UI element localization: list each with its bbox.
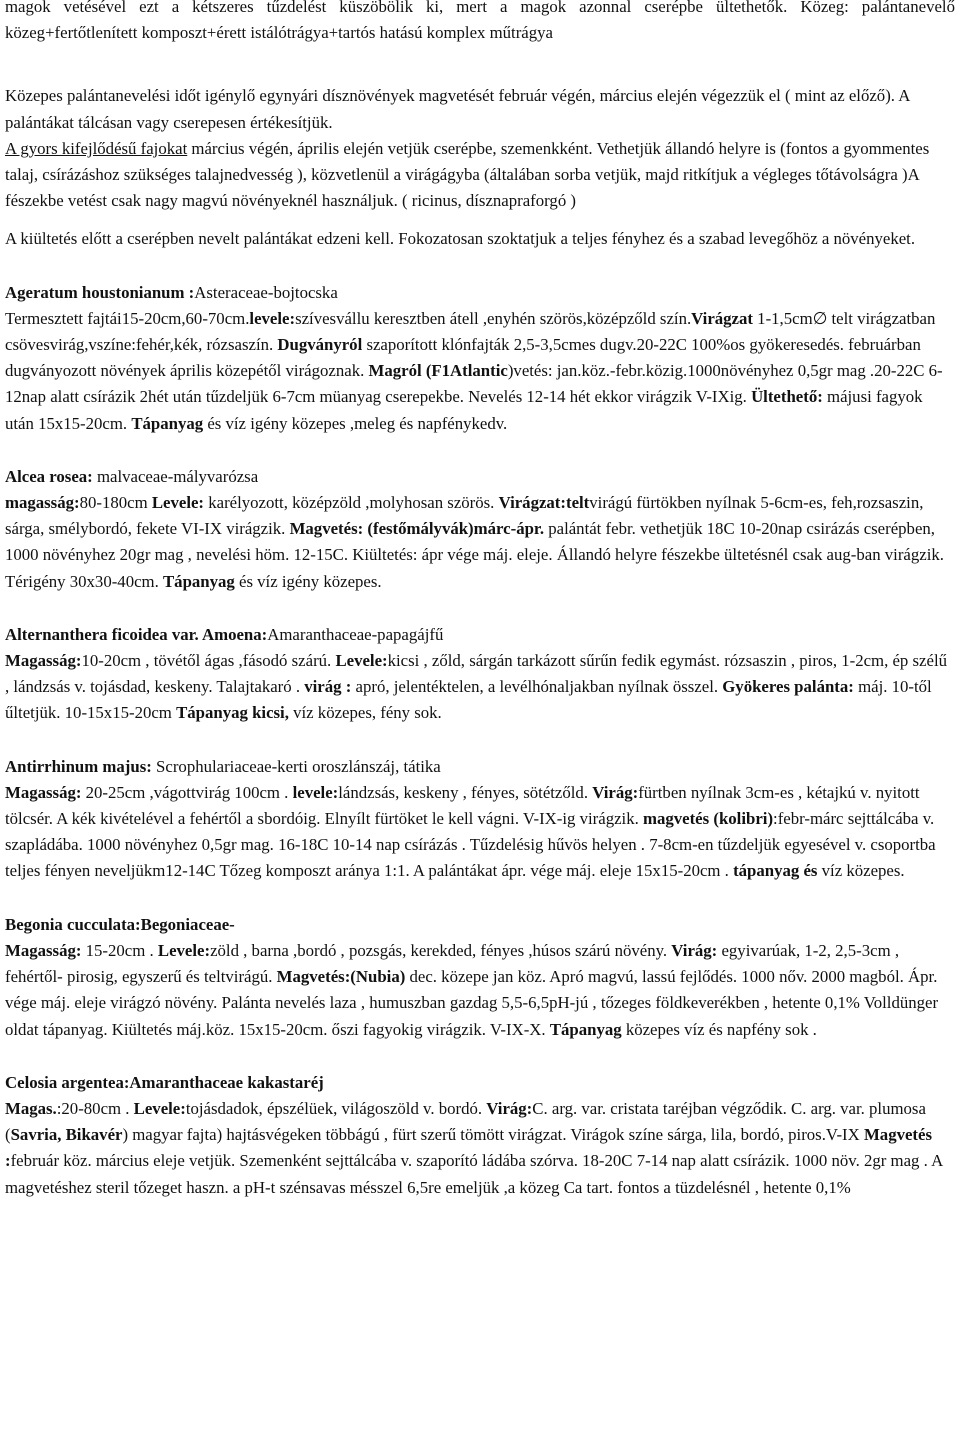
- text-run: és víz igény közepes.: [234, 571, 382, 591]
- spacer: [5, 46, 955, 72]
- text-run: fürtben nyílnak 3cm-es , kétajkú v. nyitott tölcsér. A kék kivételével a fehértől a sbordóig. Elnyílt fürtöket le kell vágni. V-IX-ig virágzik.: [5, 782, 920, 829]
- text-run: karélyozott, középzöld ,molyhosan szörös.: [204, 493, 499, 513]
- begonia-title: [5, 912, 955, 938]
- bold-run: tápanyag és: [733, 861, 818, 881]
- text-run: 1-1,5cm: [752, 308, 813, 328]
- spacer: [5, 595, 955, 622]
- text-run: )vetés: jan.köz.-febr.közig.1000növényhez 0,5gr mag .20-22C 6-12nap alatt csírázik 2hét után tűzdeljük 6-7cm müanyag cserepekbe. Nevelés 12-14 hét ekkor virágzik V-IXig.: [5, 361, 943, 407]
- alcea-latin-name: Alcea rosea:: [5, 466, 93, 486]
- bold-run: virág :: [304, 677, 352, 697]
- alcea-common-name: malvaceae-mályvarózsa: [92, 466, 259, 486]
- spacer: [5, 72, 955, 83]
- bold-run: Dugványról: [277, 335, 363, 355]
- bold-run: magasság:: [5, 493, 80, 513]
- bold-run: Levele:: [133, 1098, 186, 1118]
- bold-run: Magasság:: [5, 651, 82, 671]
- bold-run: Virág:: [486, 1098, 533, 1118]
- bold-run: Ültethető:: [751, 387, 823, 407]
- spacer: [5, 885, 955, 912]
- bold-run: Magról (F1Atlantic: [368, 361, 508, 381]
- text-run: egyivarúak, 1-2, 2,5-3cm , fehértől- pirosig, egyszerű és teltvirágú.: [5, 940, 900, 987]
- text-run: ) magyar fajta) hajtásvégeken többágú , fürt szerű tömött virágzat. Virágok színe sárga, lila, bordó, piros.V-IX: [122, 1125, 864, 1145]
- alcea-title: [5, 464, 955, 490]
- alternanthera-latin-name: Alternanthera ficoidea var. Amoena:: [5, 624, 268, 644]
- bold-run: Magas.: [5, 1098, 57, 1118]
- text-run: Termesztett fajtái15-20cm,60-70cm.: [5, 308, 250, 328]
- text-run: 80-180cm: [79, 493, 152, 513]
- bold-run: Virág:: [592, 782, 639, 802]
- text-run: közepes víz és napfény sok .: [621, 1019, 817, 1039]
- bold-run: Magvetés :: [5, 1125, 932, 1171]
- text-run: dec. közepe jan köz. Apró magvú, lassú fejlődés. 1000 nőv. 2000 magból. Ápr. vége máj. eleje virágzó növény. Palánta nevelés laza , humuszban gazdag 5,5-6,5pH-jú , tőzeges földkeverékben , hetente 0,1% Volldünger oldat tápanyag. Kiültetés máj.köz. 15x15-20cm. őszi fagyokig virágzik. V-IX-X.: [5, 967, 939, 1039]
- text-run: kicsi , zőld, sárgán tarkázott sűrűn fedik egymást. rózsaszin , piros, 1-2cm, ép szélű , lándzsás v. tojásdad, keskeny. Talajtakaró .: [5, 651, 948, 697]
- celosia-latin-name: Celosia argentea:Amaranthaceae kakastaréj: [5, 1072, 324, 1092]
- spacer: [5, 253, 955, 280]
- spacer: [5, 437, 955, 464]
- antirrhinum-latin-name: Antirrhinum majus:: [5, 756, 152, 776]
- bold-run: levele:: [249, 308, 296, 328]
- text-run: apró, jelentéktelen, a levélhónaljakban nyílnak összel.: [351, 677, 723, 697]
- text-run: február köz. március eleje vetjük. Szemenként sejttálcába v. szaporító ládába szórva. 18-20C 7-14 nap alatt csírázik. 1000 növ. 2gr mag . A magvetéshez steril tőzeget haszn. a pH-t szénsavas mésszel 6,5re emeljük ,a közeg Ca tart. fontos a tüzdelésnél , hetente 0,1%: [5, 1151, 943, 1197]
- medium-propagation-paragraph: Közepes palántanevelési időt igénylő egynyári dísznövények magvetését február végén, március elején végezzük el ( mint az előző). A palántákat tálcásan vagy cserepesen értékesítjük.: [5, 86, 910, 132]
- text-run: 10-20cm , tövétől ágas ,fásodó szárú.: [81, 651, 336, 671]
- alternanthera-common-name: Amaranthaceae-papagájfű: [267, 624, 444, 644]
- antirrhinum-description: [5, 780, 955, 885]
- bold-run: Virág:: [671, 940, 718, 960]
- alcea-description: [5, 490, 955, 595]
- bold-run: Tápanyag: [131, 413, 204, 433]
- spacer: [5, 1043, 955, 1070]
- text-run: máj. 10-től űltetjük. 10-15x15-20cm: [5, 677, 932, 723]
- text-run: virágú fürtökben nyílnak 5-6cm-es, feh,rozsaszin, sárga, smélybordó, fekete VI-IX virágzik.: [5, 493, 924, 539]
- ageratum-description: [5, 306, 955, 437]
- begonia-latin-name: Begonia cucculata:Begoniaceae-: [5, 914, 235, 934]
- antirrhinum-common-name: Scrophulariaceae-kerti oroszlánszáj, tátika: [151, 756, 441, 776]
- bold-run: Magasság:: [5, 782, 82, 802]
- bold-run: Virágzat:telt: [498, 493, 590, 513]
- text-run: lándzsás, keskeny , fényes, sötétzőld.: [338, 782, 593, 802]
- celosia-title: [5, 1070, 955, 1096]
- intro-paragraph: magok vetésével ezt a kétszeres tűzdelést küszöbölik ki, mert a magok azonnal cserépbe ültethetők. Közeg: palántanevelő közeg+fertőtlenített komposzt+érett istálótrágya+tartós hatású komplex műtrágya: [5, 0, 955, 43]
- bold-run: Magvetés: (festőmályvák)márc-ápr.: [289, 519, 545, 539]
- ageratum-title: [5, 280, 955, 306]
- bold-run: Magvetés:(Nubia): [276, 967, 406, 987]
- bold-run: Magasság:: [5, 940, 82, 960]
- spacer: [5, 214, 955, 226]
- fast-species-text: március végén, április elején vetjük cserépbe, szemenkként. Vethetjük állandó helyre is (fontos a gyommentes talaj, csírázáshoz szükséges talajnedvesség ), közvetlenül a virágágyba (általában sorba vetjük, majd ritkítjuk a végleges tőtávolságra )A fészekbe vetést csak nagy magvú növényeknél használjuk. ( ricinus, dísznapraforgó ): [5, 138, 930, 211]
- begonia-description: [5, 938, 955, 1043]
- text-run: víz közepes.: [817, 861, 905, 881]
- text-run: C. arg. var. cristata taréjban végződik. C. arg. var. plumosa (: [5, 1098, 926, 1145]
- text-run: palántát febr. vethetjük 18C 10-20nap csirázás cserépben, 1000 növényhez 20gr mag , nevelési höm. 12-15C. Kiültetés: ápr vége máj. eleje. Állandó helyre fészekbe ültetésnél csak aug-ban virágzik. Térigény 30x30-40cm.: [5, 519, 944, 591]
- fast-species-underlined: A gyors kifejlődésű fajokat: [5, 138, 188, 158]
- bold-run: Tápanyag: [162, 571, 235, 591]
- alternanthera-title: [5, 622, 955, 648]
- text-run: víz közepes, fény sok.: [288, 703, 442, 723]
- text-run: és víz igény közepes ,meleg és napfénykedv.: [203, 413, 508, 433]
- antirrhinum-title: [5, 754, 955, 780]
- bold-run: magvetés (kolibri): [643, 809, 774, 829]
- bold-run: Savria, Bikavér: [10, 1125, 123, 1145]
- celosia-description: [5, 1096, 955, 1201]
- text-run: 15-20cm .: [81, 940, 158, 960]
- text-run: :febr-márc sejttálcába v. szapládába. 1000 növényhez 0,5gr mag. 16-18C 10-14 nap csírázás . Tűzdelésig hűvös helyen . 7-8cm-en tűzdeljük egyesével v. csoportba teljes fényen neveljükm12-14C Tőzeg komposzt aránya 1:1. A palántákat ápr. vége máj. eleje 15x15-20cm .: [5, 809, 936, 881]
- bold-run: Tápanyag kicsi,: [176, 703, 289, 723]
- hardening-paragraph: A kiültetés előtt a cserépben nevelt palántákat edzeni kell. Fokozatosan szoktatjuk a teljes fényhez és a szabad levegőhöz a növényeket.: [5, 229, 916, 249]
- bold-run: Tápanyag: [549, 1019, 622, 1039]
- diameter-symbol: ∅: [812, 308, 828, 328]
- bold-run: Gyökeres palánta:: [722, 677, 854, 697]
- spacer: [5, 727, 955, 754]
- fast-species-paragraph: [5, 136, 955, 215]
- text-run: :20-80cm .: [56, 1098, 134, 1118]
- document-page: [5, 0, 955, 1201]
- ageratum-common-name: Asteraceae-bojtocska: [194, 282, 338, 302]
- bold-run: Levele:: [335, 651, 388, 671]
- ageratum-latin-name: Ageratum houstonianum :: [5, 282, 195, 302]
- bold-run: Levele:: [151, 493, 205, 513]
- text-run: tojásdadok, épszélüek, világoszöld v. bordó.: [185, 1098, 487, 1118]
- text-run: szaporított klónfajták 2,5-3,5cmes dugv.20-22C 100%os gyökeresedés. februárban dugványozott növények április közepétől virágoznak.: [5, 335, 921, 381]
- bold-run: Virágzat: [691, 308, 753, 328]
- text-run: zöld , barna ,bordó , pozsgás, kerekded, fényes ,húsos szárú növény.: [210, 940, 672, 960]
- bold-run: levele:: [292, 782, 339, 802]
- text-run: szívesvállu keresztben átell ,enyhén szörös,középzőld szín.: [295, 308, 692, 328]
- alternanthera-description: [5, 648, 955, 727]
- text-run: telt virágzatban csövesvirág,vszíne:fehér,kék, rózsaszín.: [5, 308, 936, 355]
- text-run: májusi fagyok után 15x15-20cm.: [5, 387, 923, 433]
- bold-run: Levele:: [157, 940, 211, 960]
- text-run: 20-25cm ,vágottvirág 100cm .: [81, 782, 293, 802]
